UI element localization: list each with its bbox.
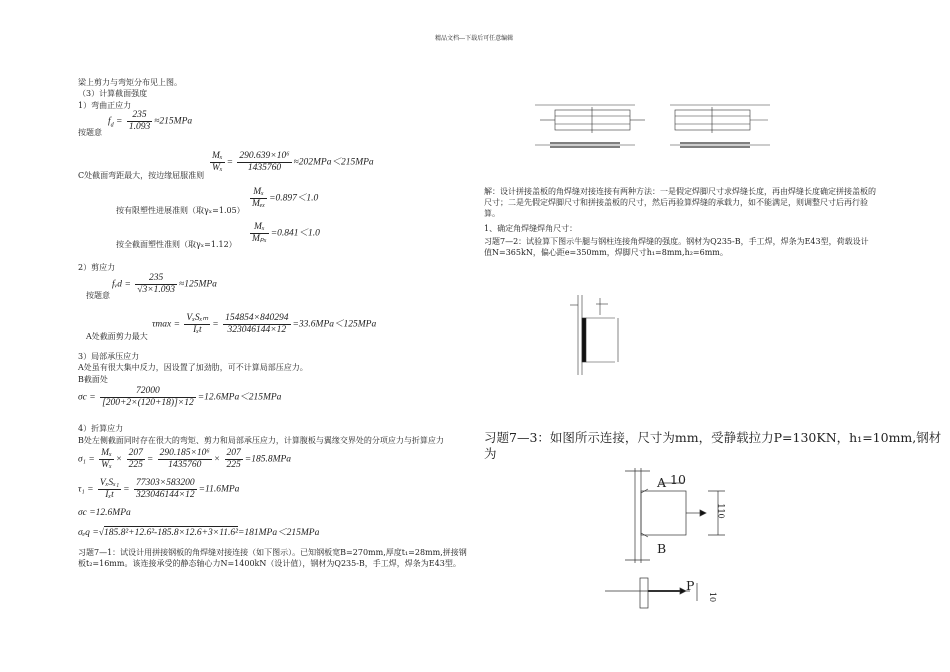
sub-1-title: 1）弯曲正应力: [78, 101, 132, 110]
full-plastic-text: 按全截面塑性准则（取γₓ=1.12）: [116, 240, 237, 249]
sub-2-title: 2）剪应力: [78, 263, 116, 272]
sigma1-formula: σ₁ = $\frac{\text{Mₓ}}{\text{Wₓ}}$ × $\frac{207}{225}$ = $\frac{\text{290.185×10⁶}}{1435760}$ × $\frac{207}{225}$ =185.8MPa: [78, 448, 292, 470]
b-section-title: B截面处: [78, 375, 108, 384]
fvd-formula: fᵥd = $\frac{235}{√3\times 1.093}$ ≈125MPa: [112, 273, 217, 295]
fig3-label-10: 10: [670, 472, 686, 487]
fig3-label-p: P: [686, 578, 695, 593]
section-3-title: （3）计算截面强度: [78, 89, 148, 98]
tau1-formula: τ₁ = $\frac{\text{VₓSₓ₁}}{\text{Iₓt}}$ = $\frac{77303\times 583200}{323046144\times 12}$ =11.6MPa: [78, 478, 240, 500]
c-text: C处截面弯距最大，按边缘屈服准则: [78, 171, 205, 180]
limited-plastic-text: 按有限塑性进展准则（取γₓ=1.05）: [116, 206, 245, 215]
intro-text: 梁上剪力与弯矩分布见上图。: [78, 78, 182, 87]
a-formula: τmax = $\frac{\text{VₓSₓₘ}}{\text{Iₓt}}$ = $\frac{154854\times 840294}{323046144\times 12}$ =33.6MPa＜125MPa: [152, 313, 377, 335]
fig3-label-a: A: [657, 475, 667, 490]
sigma-eq-formula: σₑq =√185.8²+12.6²-185.8×12.6+3×11.6²=181MPa＜215MPa: [78, 528, 320, 538]
fvd-prefix: 按题意: [86, 291, 110, 300]
exercise-7-1: 习题7—1：试设计用拼接钢板的角焊缝对接连接（如下图示）。已知钢板宽B=270mm,厚度t₁=28mm,拼接钢板t₂=16mm。该连接承受的静态轴心力N=1400kN（设计值），钢材为Q235-B，手工焊，焊条为E43型。: [78, 548, 467, 568]
bracket-column-figure: [560, 290, 630, 380]
exercise-7-2: 习题7—2：试验算下图示牛腿与钢柱连接角焊缝的强度。钢材为Q235-B，手工焊，焊条为E43型，荷载设计值N=365kN，偏心距e=350mm，焊脚尺寸h₁=8mm,h₂=6mm。: [484, 237, 869, 257]
solution-text: 解：设计拼接盖板的角焊缝对接连接有两种方法：一是假定焊脚尺寸求焊缝长度，再由焊缝长度确定拼接盖板的尺寸；二是先假定焊脚尺寸和拼接盖板的尺寸，然后再验算焊缝的承载力，如不能满足，则调整尺寸后再行验算。: [484, 187, 876, 218]
limited-plastic-formula: $\frac{\text{Mₓ}}{\text{Mₑₓ}}$ =0.897＜1.0: [252, 187, 319, 209]
c-formula: $\frac{\text{Mₓ}}{\text{Wₓ}}$ = $\frac{\text{290.639×10⁶}}{1435760}$ ≈202MPa＜215MPa: [212, 151, 374, 173]
sub-3-title: 3）局部承压应力: [78, 352, 140, 361]
fd-prefix: 按题意: [78, 128, 102, 137]
sub-4-text: B处左侧截面同时存在很大的弯矩、剪力和局部承压应力，计算腹板与翼缘交界处的分项应力与折算应力: [78, 436, 444, 445]
sub-3-text: A处虽有很大集中反力，因设置了加劲肋，可不计算局部压应力。: [78, 363, 308, 372]
full-plastic-formula: $\frac{\text{Mₓ}}{\text{Mₚₓ}}$ =0.841＜1.0: [252, 222, 320, 244]
fig3-label-10b: 10: [708, 591, 718, 603]
splice-plate-figure: [520, 95, 780, 155]
a-text: A处截面剪力最大: [86, 332, 148, 341]
fig3-label-110: 110: [716, 503, 726, 519]
fig3-label-b: B: [657, 541, 667, 556]
exercise-7-3: 习题7—3：如图所示连接，尺寸为mm，受静载拉力P=130KN，h₁=10mm,钢材为: [484, 430, 942, 461]
page-header: 精品文档---下载后可任意编辑: [435, 35, 514, 42]
sub-4-title: 4）折算应力: [78, 424, 124, 433]
fd-formula: $f_d$ = $\frac{235}{1.093}$ ≈215MPa: [108, 110, 193, 132]
sigma-c-line: σc =12.6MPa: [78, 508, 131, 518]
b-formula: σc = $\frac{72000}{[200+2\times(120+18)]\times 12}$ =12.6MPa＜215MPa: [78, 386, 282, 408]
step-1-title: 1、确定角焊缝焊角尺寸：: [484, 224, 578, 233]
